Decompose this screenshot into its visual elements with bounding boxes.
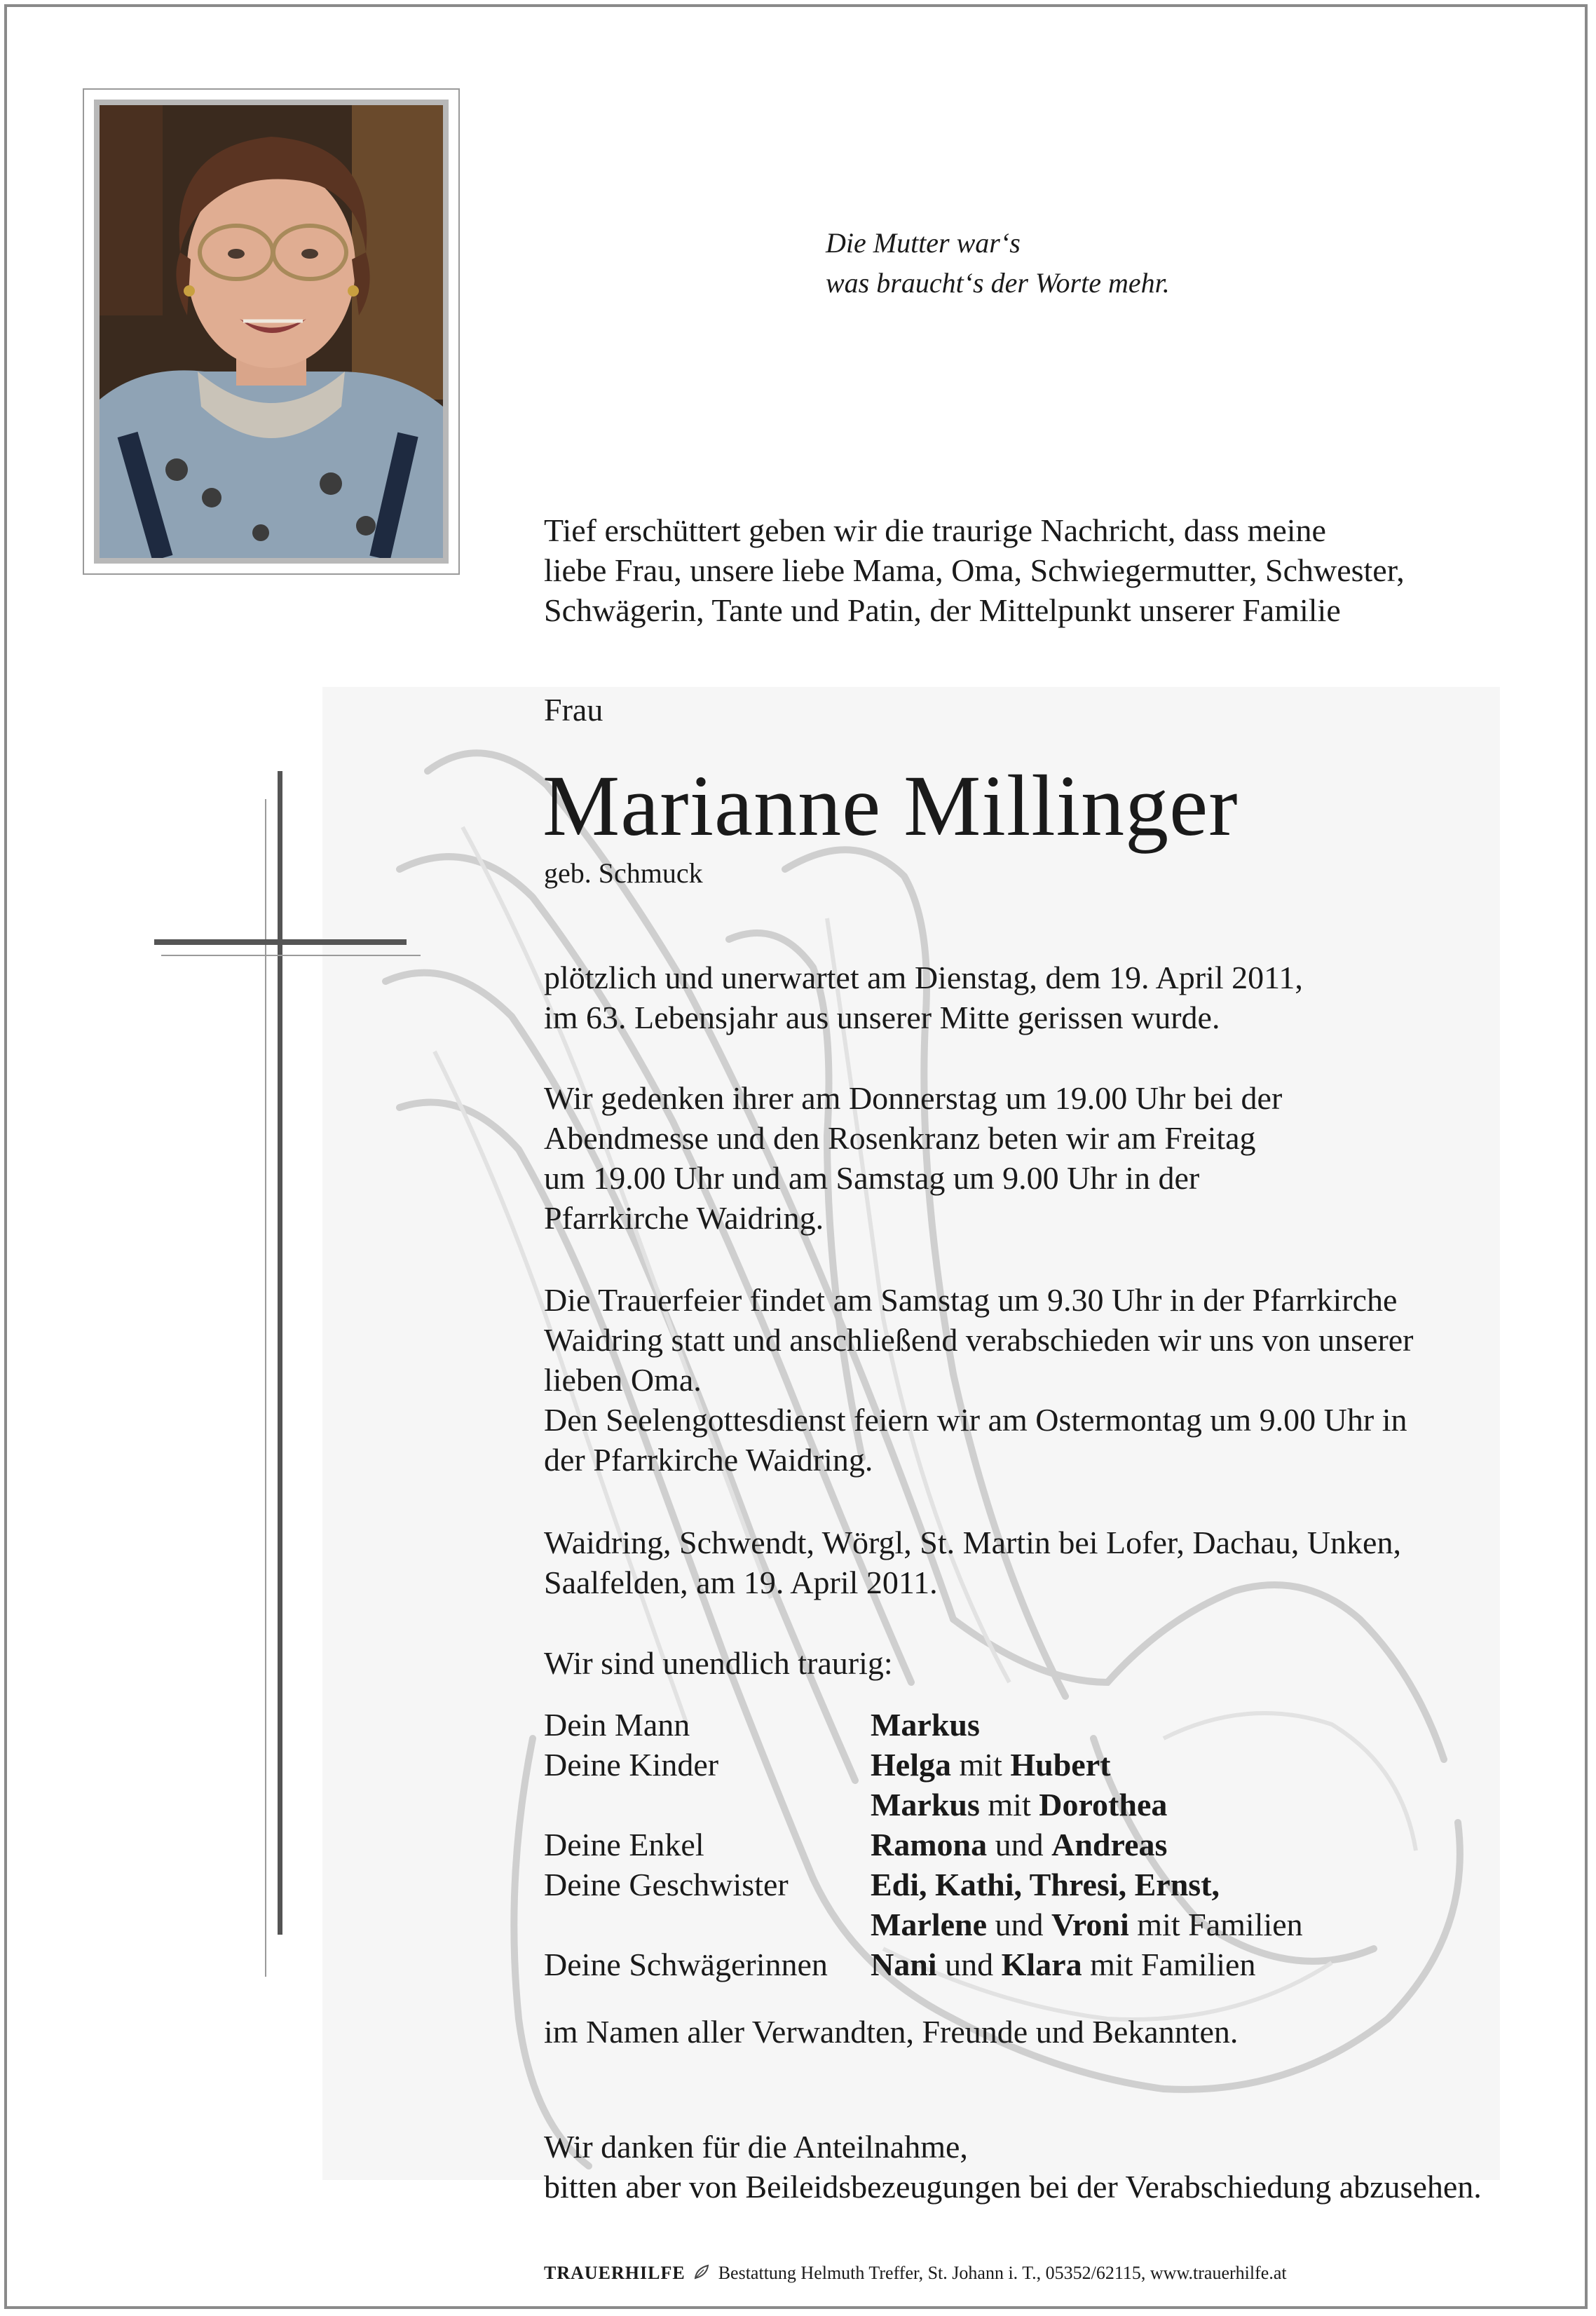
text-line: der Pfarrkirche Waidring. <box>544 1442 873 1478</box>
quote <box>826 223 1457 303</box>
memorial-schedule <box>544 1078 1282 1238</box>
member-name: Klara <box>1001 1947 1082 1982</box>
text-line: lieben Oma. <box>544 1362 702 1398</box>
text-line: bitten aber von Beileidsbezeugungen bei der Verabschiedung abzusehen. <box>544 2169 1482 2205</box>
funeral-info <box>544 1280 1414 1480</box>
quote-line: was braucht‘s der Worte mehr. <box>826 267 1170 299</box>
text-line: Abendmesse und den Rosenkranz beten wir am Freitag <box>544 1120 1256 1156</box>
family-members <box>871 1745 1110 1785</box>
member-connector: und <box>987 1827 1052 1862</box>
text-line: Wir danken für die Anteilnahme, <box>544 2129 968 2165</box>
family-members <box>871 1705 980 1745</box>
family-relation: Deine Geschwister <box>544 1867 789 1902</box>
text-line: Waidring statt und anschließend verabschieden wir uns von unserer <box>544 1322 1414 1358</box>
member-connector: mit <box>950 1747 1011 1783</box>
footer-text: Bestattung Helmuth Treffer, St. Johann i. T., 05352/62115, www.trauerhilfe.at <box>718 2263 1287 2283</box>
member-connector: mit Familien <box>1082 1947 1256 1982</box>
quote-line: Die Mutter war‘s <box>826 227 1021 259</box>
death-announcement <box>544 958 1303 1037</box>
mourners-heading: Wir sind unendlich traurig: <box>544 1645 893 1681</box>
member-name: Nani <box>871 1947 937 1982</box>
text-line: Saalfelden, am 19. April 2011. <box>544 1565 938 1600</box>
place-date <box>544 1523 1401 1602</box>
member-name: Markus <box>871 1787 980 1823</box>
intro-line: Schwägerin, Tante und Patin, der Mittelpunkt unserer Familie <box>544 592 1341 628</box>
member-name: Andreas <box>1051 1827 1168 1862</box>
intro-text <box>544 510 1405 630</box>
family-members <box>871 1905 1303 1944</box>
portrait-photo-frame <box>83 88 460 575</box>
family-relation: Deine Schwägerinnen <box>544 1947 828 1982</box>
text-line: plötzlich und unerwartet am Dienstag, dem 19. April 2011, <box>544 960 1303 995</box>
member-connector: mit Familien <box>1128 1907 1303 1942</box>
member-name: Markus <box>871 1707 980 1743</box>
text-line: Die Trauerfeier findet am Samstag um 9.30 Uhr in der Pfarrkirche <box>544 1282 1398 1318</box>
member-name: Ramona <box>871 1827 988 1862</box>
member-name: Vroni <box>1051 1907 1129 1942</box>
family-relation: Deine Enkel <box>544 1827 704 1862</box>
maiden-name: geb. Schmuck <box>544 857 703 889</box>
family-members <box>871 1865 1220 1905</box>
intro-line: Tief erschüttert geben wir die traurige Nachricht, dass meine <box>544 512 1326 548</box>
thanks-text <box>544 2127 1482 2207</box>
text-line: Wir gedenken ihrer am Donnerstag um 19.00 Uhr bei der <box>544 1080 1283 1116</box>
text-line: Pfarrkirche Waidring. <box>544 1200 824 1236</box>
member-name: Dorothea <box>1039 1787 1168 1823</box>
text-line: um 19.00 Uhr und am Samstag um 9.00 Uhr in der <box>544 1160 1200 1196</box>
footer-brand: TRAUERHILFE <box>544 2263 686 2283</box>
member-connector: und <box>936 1947 1002 1982</box>
family-relation: Dein Mann <box>544 1707 690 1743</box>
family-relation: Deine Kinder <box>544 1747 719 1783</box>
closing-line: im Namen aller Verwandten, Freunde und Bekannten. <box>544 2014 1239 2050</box>
member-connector: und <box>987 1907 1052 1942</box>
deceased-name: Marianne Millinger <box>543 758 1239 854</box>
text-line: Den Seelengottesdienst feiern wir am Ostermontag um 9.00 Uhr in <box>544 1402 1407 1438</box>
text-line: im 63. Lebensjahr aus unserer Mitte gerissen wurde. <box>544 1000 1220 1035</box>
text-line: Waidring, Schwendt, Wörgl, St. Martin bei Lofer, Dachau, Unken, <box>544 1525 1401 1560</box>
member-name: Hubert <box>1010 1747 1111 1783</box>
member-name: Helga <box>871 1747 951 1783</box>
cross-icon <box>154 771 421 1977</box>
intro-line: liebe Frau, unsere liebe Mama, Oma, Schwiegermutter, Schwester, <box>544 552 1405 588</box>
footer <box>544 2261 1287 2285</box>
family-members <box>871 1825 1167 1865</box>
deceased-title: Frau <box>544 692 603 728</box>
member-name: Marlene <box>871 1907 988 1942</box>
member-name: Edi, Kathi, Thresi, Ernst, <box>871 1867 1220 1902</box>
leaf-icon <box>693 2263 711 2281</box>
family-members <box>871 1944 1255 1984</box>
family-members <box>871 1785 1167 1825</box>
member-connector: mit <box>979 1787 1039 1823</box>
portrait-photo <box>94 100 449 564</box>
